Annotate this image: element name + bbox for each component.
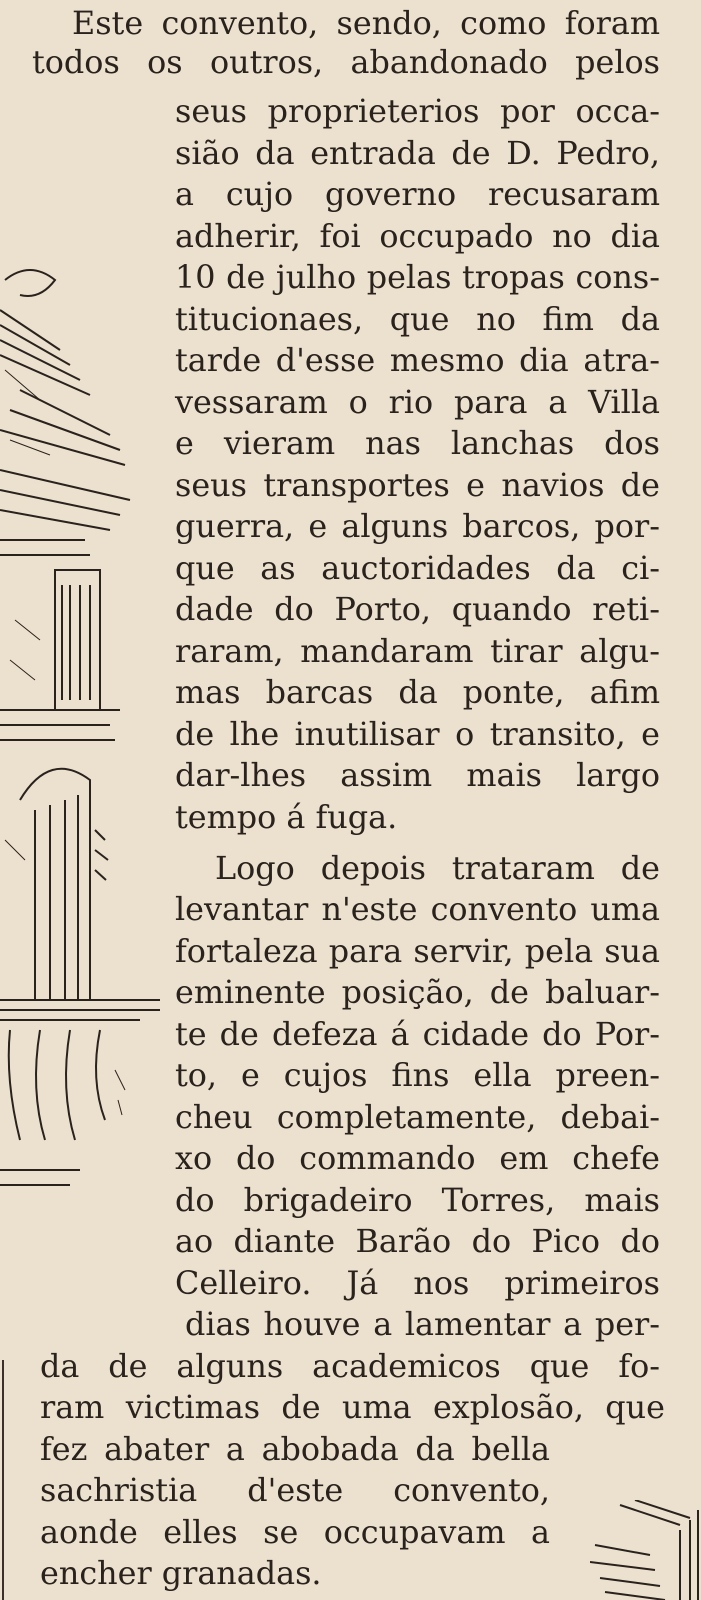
- text-line: seus transportes e navios de: [175, 465, 660, 504]
- text-line: Este convento, sendo, como foram: [72, 3, 660, 42]
- engraving-corner-icon: [590, 1500, 701, 1600]
- column-rule: [2, 1360, 4, 1600]
- text-line: mas barcas da ponte, afim: [175, 673, 660, 712]
- text-line: to, e cujos fins ella preen-: [175, 1056, 660, 1095]
- text-line: raram, mandaram tirar algu-: [175, 631, 660, 670]
- text-line: Logo depois trataram de: [215, 848, 660, 887]
- text-line: cheu completamente, debai-: [175, 1097, 660, 1136]
- engraving-architecture-icon: [0, 240, 175, 1225]
- text-line: ao diante Barão do Pico do: [175, 1222, 660, 1261]
- text-line: adherir, foi occupado no dia: [175, 216, 660, 255]
- text-line: que as auctoridades da ci-: [175, 548, 660, 587]
- text-line: sachristia d'este convento,: [40, 1471, 550, 1510]
- text-line: eminente posição, de baluar-: [175, 973, 660, 1012]
- text-line: encher granadas.: [40, 1554, 322, 1593]
- text-line: tempo á fuga.: [175, 798, 398, 836]
- text-line: e vieram nas lanchas dos: [175, 424, 660, 463]
- text-line: seus proprieterios por occa-: [175, 92, 660, 131]
- text-line: fez abater a abobada da bella: [40, 1429, 550, 1468]
- text-line: todos os outros, abandonado pelos: [32, 42, 660, 81]
- text-line: 10 de julho pelas tropas cons-: [175, 258, 660, 297]
- text-line: a cujo governo recusaram: [175, 175, 660, 214]
- text-line: do brigadeiro Torres, mais: [175, 1180, 660, 1219]
- text-line: de lhe inutilisar o transito, e: [175, 714, 660, 753]
- text-line: tarde d'esse mesmo dia atra-: [175, 341, 660, 380]
- text-line: guerra, e alguns barcos, por-: [175, 507, 660, 546]
- text-line: fortaleza para servir, pela sua: [175, 931, 660, 970]
- text-line: levantar n'este convento uma: [175, 890, 660, 929]
- text-line: da de alguns academicos que fo-: [40, 1346, 660, 1385]
- text-line: dias houve a lamentar a per-: [185, 1305, 660, 1344]
- text-line: dade do Porto, quando reti-: [175, 590, 660, 629]
- text-line: ram victimas de uma explosão, que: [40, 1388, 665, 1427]
- text-line: sião da entrada de D. Pedro,: [175, 133, 660, 172]
- text-line: xo do commando em chefe: [175, 1139, 660, 1178]
- text-line: vessaram o rio para a Villa: [175, 382, 660, 421]
- text-line: aonde elles se occupavam a: [40, 1512, 550, 1551]
- text-line: te de defeza á cidade do Por-: [175, 1014, 660, 1053]
- text-line: dar-lhes assim mais largo: [175, 756, 660, 795]
- text-line: Celleiro. Já nos primeiros: [175, 1263, 660, 1302]
- text-line: titucionaes, que no fim da: [175, 299, 660, 338]
